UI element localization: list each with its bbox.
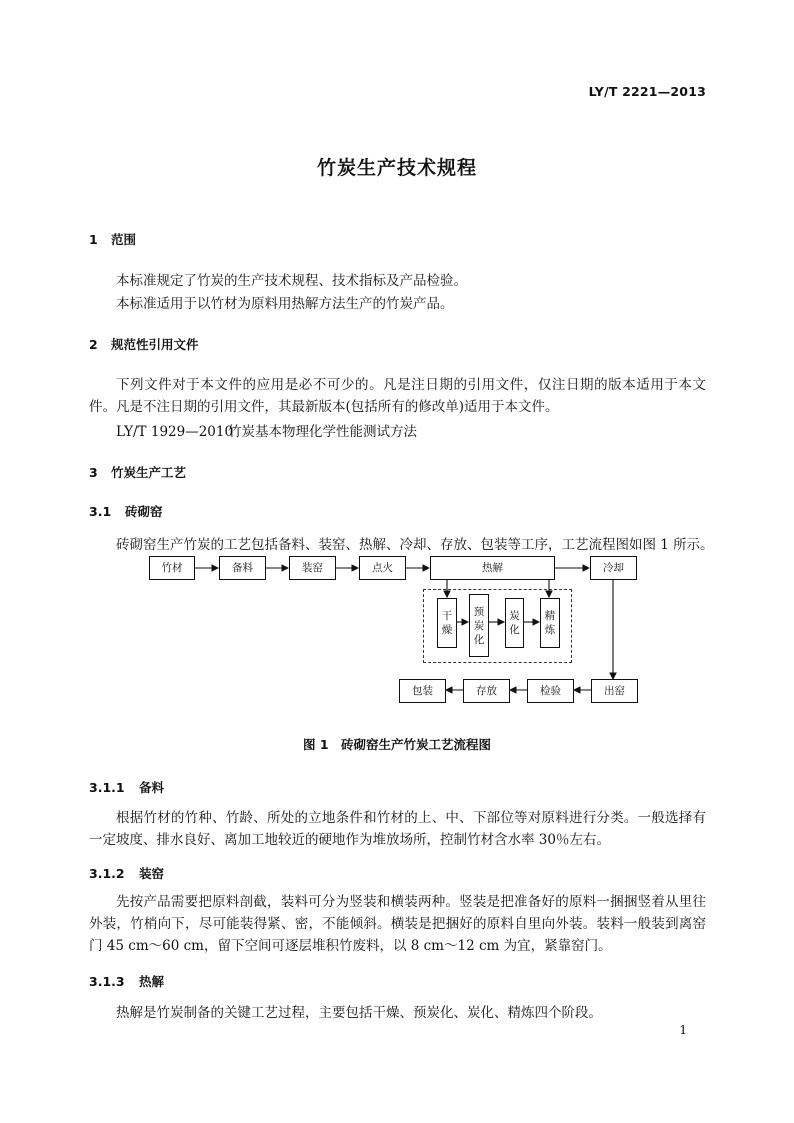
drying-char-2: 燥 — [441, 624, 453, 636]
section-2-title: 规范性引用文件 — [111, 337, 199, 352]
section-2-number: 2 — [89, 337, 98, 352]
refine-char-1: 精 — [544, 610, 556, 622]
section-3-1-title: 砖砌窑 — [125, 504, 163, 519]
section-3-1-line: 砖砌窑生产竹炭的工艺包括备料、装窑、热解、冷却、存放、包装等工序，工艺流程图如图 1 所示。 — [116, 537, 714, 553]
flow-box-preparation: 备料 — [219, 556, 266, 580]
carb-char-2: 化 — [509, 624, 520, 636]
section-2-heading — [89, 335, 199, 353]
section-3-1-1-paragraph: 根据竹材的竹种、竹龄、所处的立地条件和竹材的上、中、下部位等对原料进行分类。一般选择有一定坡度、排水良好、离加工地较近的硬地作为堆放场所，控制竹材含水率 30％左右。 — [89, 810, 706, 848]
section-1-line-1: 本标准规定了竹炭的生产技术规程、技术指标及产品检验。 — [116, 273, 467, 289]
section-3-title: 竹炭生产工艺 — [111, 465, 187, 480]
flow-box-pre-carbonization — [469, 594, 489, 657]
drying-char-1: 干 — [441, 610, 453, 622]
flow-box-refining — [540, 598, 560, 648]
section-3-1-2-number: 3.1.2 — [89, 866, 125, 881]
section-3-1-heading — [89, 502, 163, 520]
precarb-char-1: 预 — [473, 605, 485, 618]
flow-box-ignition: 点火 — [359, 556, 406, 580]
section-3-1-2-paragraph: 先按产品需要把原料剖截，装料可分为竖装和横装两种。竖装是把准备好的原料一捆捆竖着从里往外装，竹梢向下，尽可能装得紧、密，不能倾斜。横装是把捆好的原料自里向外装。装料一般装到离窑门 45 cm～60 cm，留下空间可逐层堆积竹废料，以 8 cm～12 cm 为宜，紧靠窑门。 — [89, 894, 706, 954]
refine-char-2: 炼 — [544, 624, 556, 636]
page-number: 1 — [679, 1023, 687, 1037]
flow-box-drying — [437, 598, 457, 648]
normative-reference — [116, 420, 417, 440]
flow-box-packaging: 包装 — [399, 679, 446, 703]
precarb-char-2: 炭 — [473, 619, 485, 632]
reference-code: LY/T 1929—2010 — [116, 424, 234, 440]
document-title: 竹炭生产技术规程 — [316, 157, 477, 179]
section-3-1-2-heading — [89, 864, 164, 882]
section-3-1-3-title: 热解 — [139, 974, 165, 989]
precarb-char-3: 化 — [473, 633, 485, 646]
carb-char-1: 炭 — [509, 610, 520, 622]
section-3-number: 3 — [89, 465, 98, 480]
section-1-title: 范围 — [111, 232, 137, 247]
section-1-heading — [89, 230, 136, 248]
section-3-heading — [89, 463, 186, 481]
section-3-1-1-number: 3.1.1 — [89, 780, 125, 795]
section-3-1-2-title: 装窑 — [139, 866, 165, 881]
section-1-line-2: 本标准适用于以竹材为原料用热解方法生产的竹炭产品。 — [116, 296, 454, 312]
section-3-1-1-heading — [89, 778, 164, 796]
section-3-1-number: 3.1 — [89, 504, 112, 519]
flow-box-pyrolysis: 热解 — [430, 556, 555, 580]
flow-box-inspection: 检验 — [527, 679, 574, 703]
flow-box-storage: 存放 — [463, 679, 510, 703]
standard-code: LY/T 2221—2013 — [588, 84, 706, 99]
figure-caption: 图 1 砖砌窑生产竹炭工艺流程图 — [302, 737, 492, 752]
flow-box-loading: 装窑 — [289, 556, 336, 580]
section-3-1-1-title: 备料 — [139, 780, 165, 795]
section-2-paragraph: 下列文件对于本文件的应用是必不可少的。凡是注日期的引用文件，仅注日期的版本适用于本文件。凡是不注日期的引用文件，其最新版本(包括所有的修改单)适用于本文件。 — [89, 377, 706, 415]
section-3-1-3-heading — [89, 972, 164, 990]
flow-box-cooling: 冷却 — [590, 556, 637, 580]
flow-box-unloading: 出窑 — [591, 679, 638, 703]
section-3-1-3-line: 热解是竹炭制备的关键工艺过程，主要包括干燥、预炭化、炭化、精炼四个阶段。 — [116, 1005, 602, 1021]
section-1-number: 1 — [89, 232, 98, 247]
flow-box-carbonization — [505, 598, 524, 648]
flow-box-bamboo: 竹材 — [149, 556, 195, 580]
reference-title: 竹炭基本物理化学性能测试方法 — [228, 424, 417, 440]
section-3-1-3-number: 3.1.3 — [89, 974, 125, 989]
